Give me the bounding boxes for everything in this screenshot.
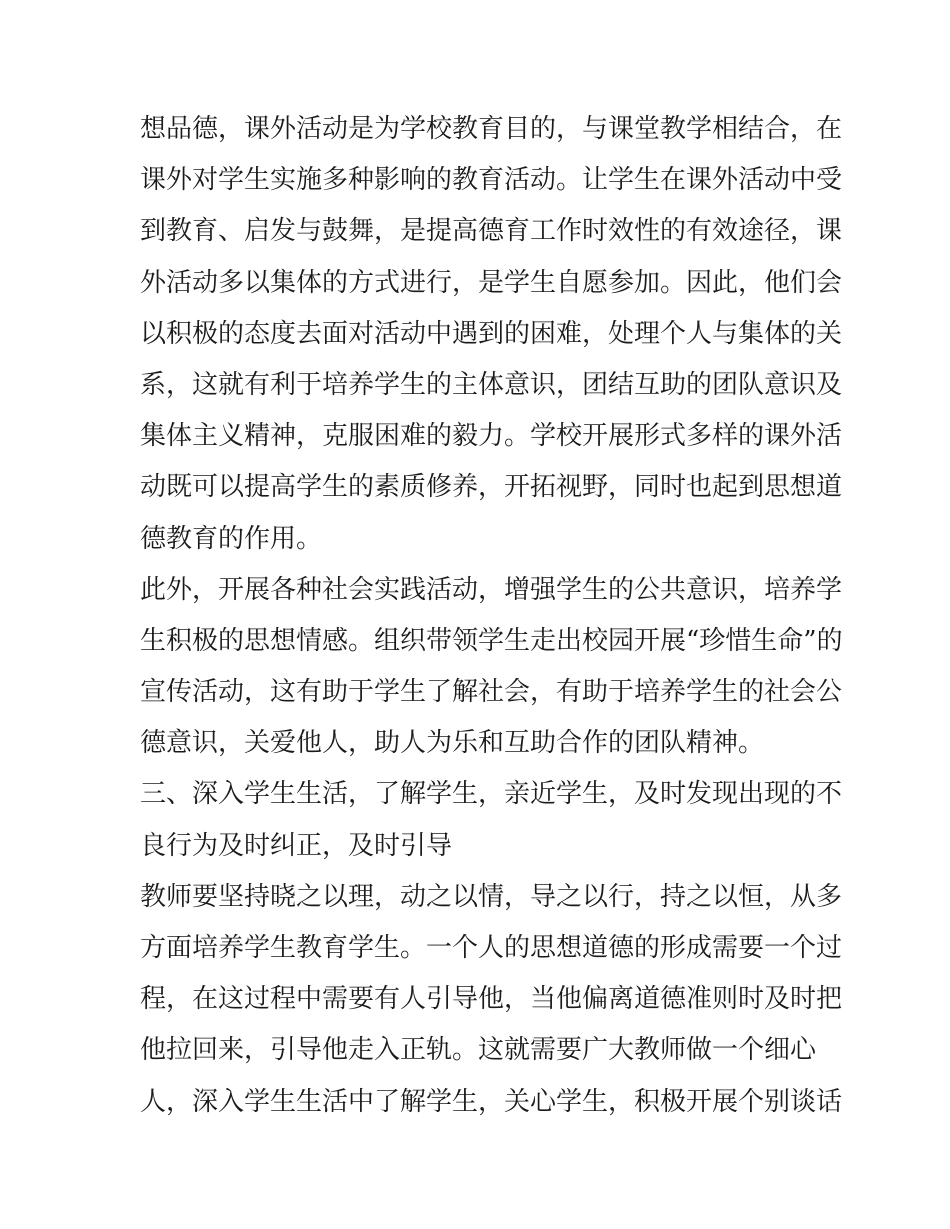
section-heading: 良行为及时纠正，及时引导 bbox=[140, 830, 453, 861]
section-heading: 三、深入学生生活，了解学生，亲近学生，及时发现出现的不 bbox=[140, 779, 843, 810]
text-line: 德意识，关爱他人，助人为乐和互助合作的团队精神。 bbox=[140, 728, 765, 759]
text-line: 宣传活动，这有助于学生了解社会，有助于培养学生的社会公 bbox=[140, 677, 843, 708]
text-line: 生积极的思想情感。组织带领学生走出校园开展“珍惜生命”的 bbox=[140, 625, 843, 656]
text-line: 集体主义精神，克服困难的毅力。学校开展形式多样的课外活 bbox=[140, 421, 843, 452]
text-line: 以积极的态度去面对活动中遇到的困难，处理个人与集体的关 bbox=[140, 318, 843, 349]
text-line: 课外对学生实施多种影响的教育活动。让学生在课外活动中受 bbox=[140, 165, 843, 196]
text-line: 外活动多以集体的方式进行，是学生自愿参加。因此，他们会 bbox=[140, 267, 843, 298]
text-line: 方面培养学生教育学生。一个人的思想道德的形成需要一个过 bbox=[140, 933, 843, 963]
text-line: 他拉回来，引导他走入正轨。这就需要广大教师做一个细心 bbox=[140, 1035, 817, 1066]
text-line: 想品德，课外活动是为学校教育目的，与课堂教学相结合，在 bbox=[140, 114, 843, 144]
text-line: 动既可以提高学生的素质修养，开拓视野，同时也起到思想道 bbox=[140, 472, 843, 503]
body-text bbox=[140, 104, 843, 1128]
text-line: 人，深入学生生活中了解学生，关心学生，积极开展个别谈话 bbox=[140, 1086, 843, 1117]
text-line: 教师要坚持晓之以理，动之以情，导之以行，持之以恒，从多 bbox=[140, 881, 843, 912]
text-line: 系，这就有利于培养学生的主体意识，团结互助的团队意识及 bbox=[140, 369, 843, 400]
text-line: 此外，开展各种社会实践活动，增强学生的公共意识，培养学 bbox=[140, 574, 843, 605]
text-line: 程，在这过程中需要有人引导他，当他偏离道德准则时及时把 bbox=[140, 984, 843, 1015]
text-line: 到教育、启发与鼓舞，是提高德育工作时效性的有效途径，课 bbox=[140, 216, 843, 247]
text-line: 德教育的作用。 bbox=[140, 523, 323, 554]
